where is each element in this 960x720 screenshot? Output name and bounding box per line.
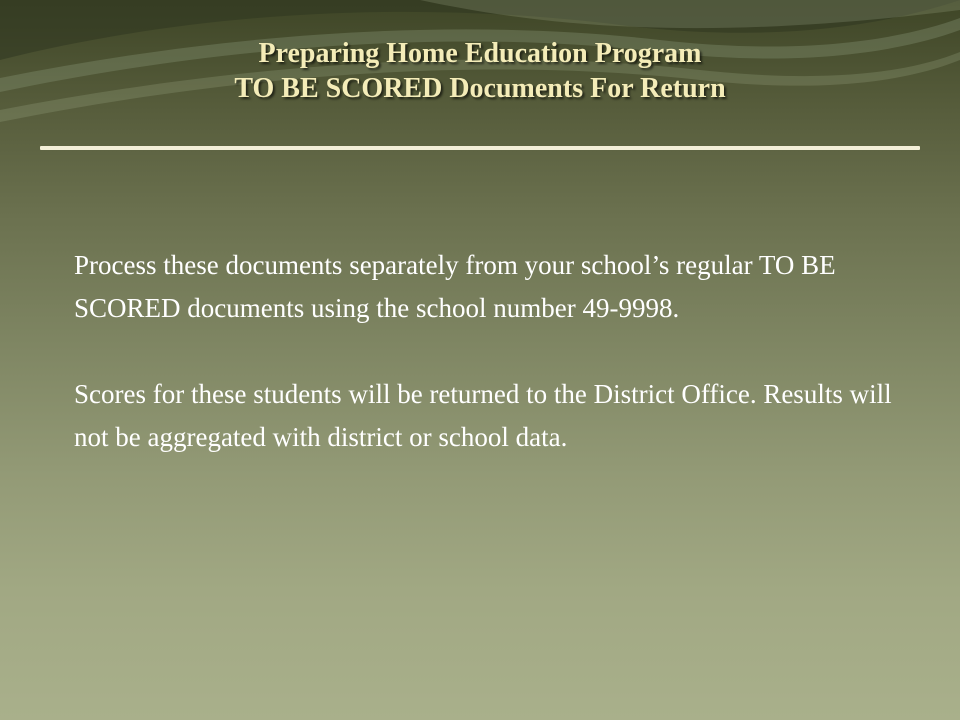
slide-title [0,36,960,106]
body-paragraph-1: Process these documents separately from your school’s regular TO BE SCORED documents using the school number 49-9998. [74,250,836,323]
title-line-1: Preparing Home Education Program [258,38,702,69]
title-divider [40,146,920,150]
body-paragraph-2: Scores for these students will be returned to the District Office. Results will not be aggregated with district or school data. [74,379,892,452]
slide-body [74,244,924,459]
title-line-2: TO BE SCORED Documents For Return [234,73,726,104]
